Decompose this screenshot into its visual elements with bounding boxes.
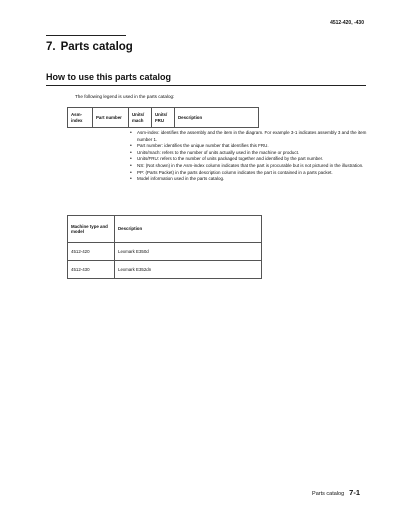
- intro-text: The following legend is used in the parts catalog:: [75, 94, 175, 99]
- legend-table: [67, 107, 259, 128]
- bullet-text: PP: (Parts Packet) in the parts description column indicates the part is contained in a parts packet.: [137, 169, 333, 175]
- legend-header-cell: Description: [175, 108, 259, 128]
- model-header-cell: Machine type and model: [68, 216, 115, 243]
- chapter-title-text: Parts catalog: [60, 41, 133, 53]
- bullet-text: Model information used in the parts catalog.: [137, 176, 225, 182]
- legend-header-cell: Asm-index: [68, 108, 93, 128]
- list-item: [130, 149, 377, 157]
- header-doc-code: 4512-420, -430: [330, 20, 364, 26]
- page-number: 7-1: [349, 488, 360, 497]
- list-item: [130, 143, 377, 150]
- model-description-cell: Lexmark E350d: [115, 243, 262, 261]
- section-rule: [46, 85, 366, 86]
- page-footer: [312, 488, 360, 497]
- legend-header-cell: Units/ mach: [129, 108, 152, 128]
- model-header-cell: Description: [115, 216, 262, 243]
- chapter-number: 7.: [46, 41, 56, 53]
- bullet-text: Units/FRU: refers to the number of units packaged together and identified by the part number.: [137, 156, 324, 162]
- model-description-cell: Lexmark E352dn: [115, 261, 262, 279]
- list-item: [130, 169, 377, 177]
- model-table: [67, 215, 262, 279]
- bullet-icon: •: [130, 169, 132, 176]
- legend-header-cell: Part number: [93, 108, 129, 128]
- bullet-text: Part number: identifies the unique number that identifies this FRU.: [137, 143, 269, 149]
- list-item: [130, 176, 377, 183]
- bullet-text: Asm-index: identifies the assembly and the item in the diagram. For example 3-1 indicates assembly 3 and the item number 1.: [137, 130, 367, 142]
- legend-header-cell: Units/ FRU: [152, 108, 175, 128]
- chapter-title: [46, 41, 133, 53]
- section-title: How to use this parts catalog: [46, 72, 172, 82]
- bullet-icon: •: [130, 176, 132, 183]
- bullet-icon: •: [130, 149, 132, 156]
- bullet-icon: •: [130, 156, 132, 163]
- table-row: [68, 243, 262, 261]
- bullet-text: NS: (Not shown) in the Asm-index column indicates that the part is procurable but is not pictured in the illustration.: [137, 162, 364, 168]
- list-item: [130, 156, 377, 163]
- list-item: [130, 130, 377, 143]
- bullet-icon: •: [130, 143, 132, 150]
- legend-bullet-list: [127, 130, 377, 183]
- footer-label: Parts catalog: [312, 491, 345, 497]
- legend-header-row: [68, 108, 259, 128]
- table-row: [68, 261, 262, 279]
- model-type-cell: 4512-430: [68, 261, 115, 279]
- model-type-cell: 4512-420: [68, 243, 115, 261]
- bullet-icon: •: [130, 162, 132, 169]
- list-item: [130, 162, 377, 170]
- bullet-icon: •: [130, 130, 132, 136]
- chapter-rule: [46, 35, 126, 36]
- model-header-row: [68, 216, 262, 243]
- bullet-text: Units/mach: refers to the number of units actually used in the machine or product.: [137, 149, 300, 155]
